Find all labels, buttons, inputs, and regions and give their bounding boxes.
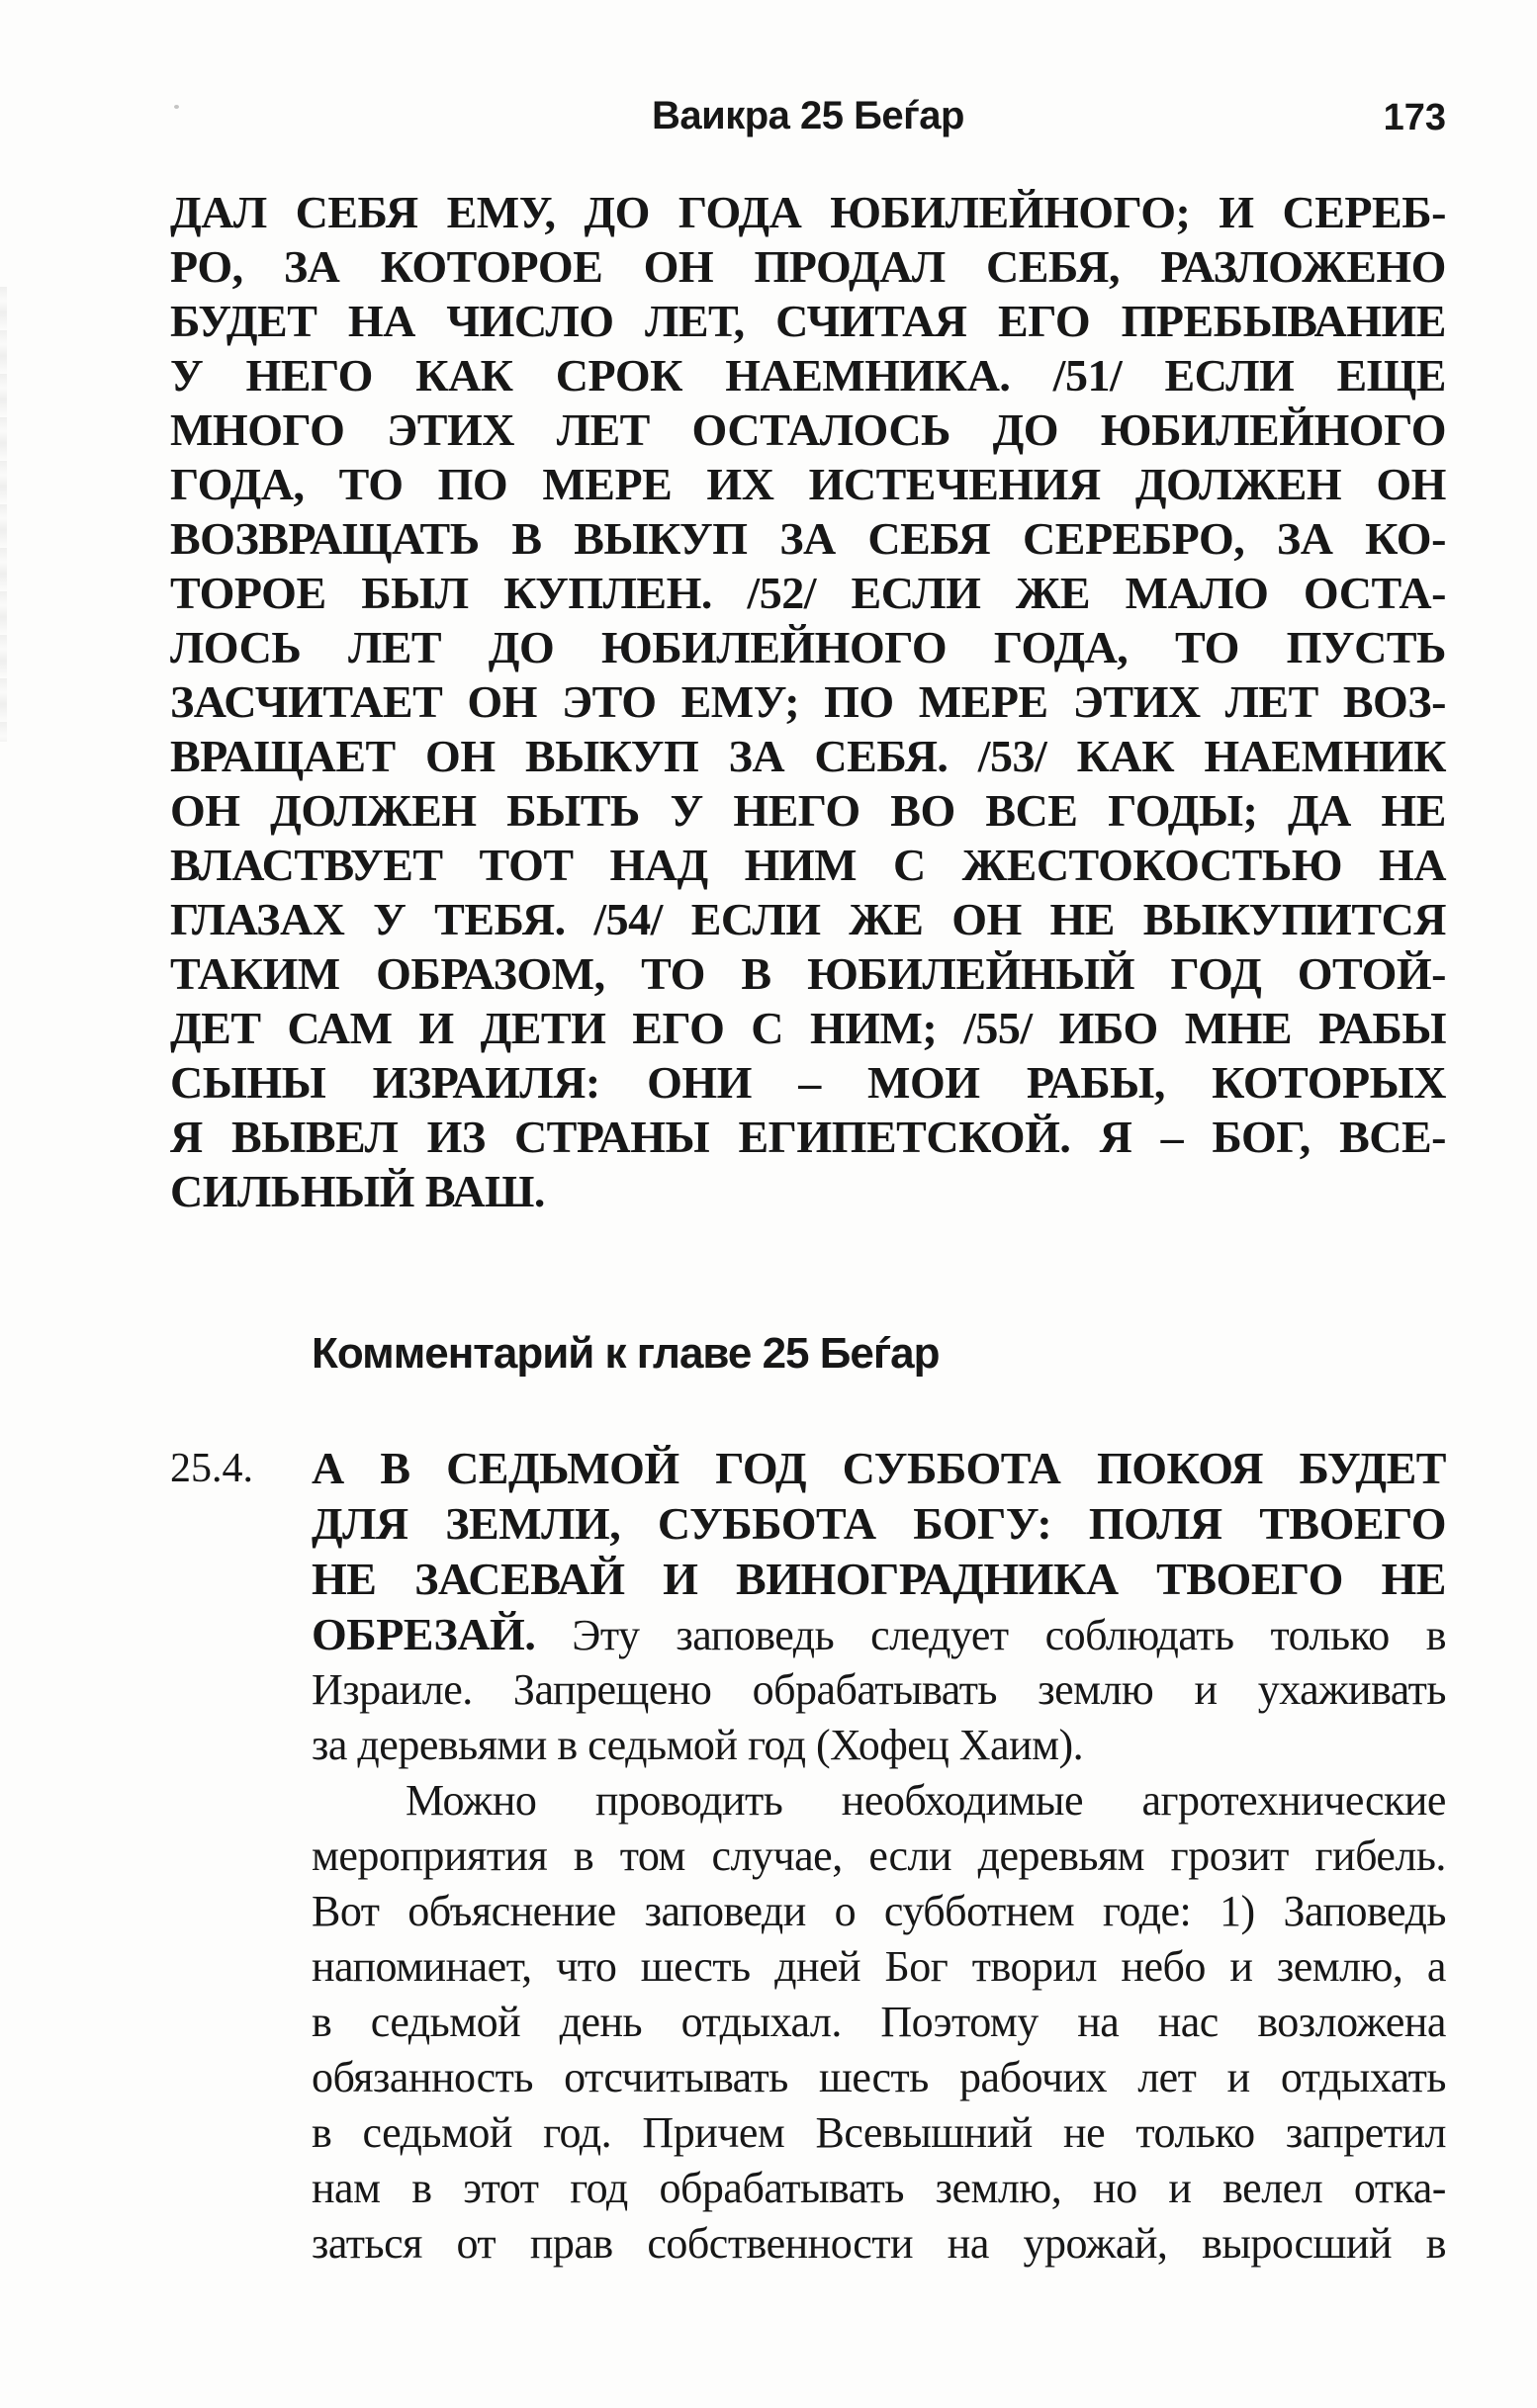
word: Бог: [884, 1942, 949, 1991]
word: /53/: [977, 731, 1047, 781]
word: объяснение: [407, 1887, 616, 1935]
word: ЖЕ: [849, 894, 924, 944]
word: если: [868, 1831, 952, 1880]
text-line: [170, 402, 1446, 457]
word: шесть: [640, 1942, 751, 1991]
word: СЕБЯ,: [985, 241, 1120, 292]
word: СЫНЫ: [170, 1057, 326, 1108]
word: ЮБИЛЕЙНОГО: [1100, 404, 1446, 455]
word: год.: [543, 2108, 612, 2157]
text-line: [170, 294, 1446, 348]
word: ЛЕТ,: [645, 296, 745, 346]
word: КАК: [1076, 731, 1175, 781]
word: небо: [1121, 1942, 1206, 1991]
word: ОН: [643, 241, 714, 292]
word: в: [312, 2108, 332, 2157]
word: ИСТЕЧЕНИЯ: [808, 459, 1101, 509]
word: отдыхал.: [680, 1998, 842, 2046]
word: седьмой: [362, 2108, 512, 2157]
word: МАЛО: [1125, 568, 1269, 618]
word: а: [1426, 1942, 1446, 1991]
word: ТЕБЯ.: [434, 894, 566, 944]
word: ЕЩЕ: [1336, 350, 1446, 401]
word: У: [373, 894, 407, 944]
text-line: [170, 1110, 1446, 1164]
word: ДЛЯ: [312, 1498, 408, 1549]
word: БЫТЬ: [506, 785, 640, 836]
word: ЮБИЛЕЙНЫЙ: [807, 948, 1135, 999]
text-line: [312, 1995, 1446, 2050]
word: ГОДА: [678, 187, 802, 237]
word: ВО: [890, 785, 955, 836]
word: Поэтому: [880, 1998, 1039, 2046]
word: землю: [1038, 1665, 1154, 1714]
word: /54/: [593, 894, 663, 944]
word: ГОДЫ;: [1108, 785, 1258, 836]
word: СУББОТА: [657, 1498, 876, 1549]
word: НЕГО: [245, 350, 373, 401]
text-segment: за деревьями в седьмой год (Хофец Хаим).: [312, 1721, 1084, 1769]
word: ОСТА-: [1303, 568, 1446, 618]
word: Вот: [312, 1887, 380, 1935]
word: ЛЕТ: [1224, 676, 1318, 727]
word: ПО: [824, 676, 894, 727]
word: РАБЫ,: [1026, 1057, 1165, 1108]
word: творил: [971, 1942, 1097, 1991]
text-line: [170, 783, 1446, 838]
word: ЕМУ,: [446, 187, 556, 237]
word: /52/: [747, 568, 816, 618]
word: выросший: [1202, 2219, 1393, 2268]
chapter-title: Ваикра 25 Беѓар: [652, 94, 964, 137]
word: ВИНОГРАДНИКА: [736, 1554, 1119, 1604]
word: шесть: [819, 2053, 929, 2101]
word: ТО: [1175, 622, 1239, 672]
commentary-verse-label: 25.4.: [170, 1446, 253, 1491]
word: ДО: [488, 622, 555, 672]
word: КОТОРОЕ: [380, 241, 603, 292]
word: СРОК: [555, 350, 682, 401]
word: РО,: [170, 241, 243, 292]
word: РАБЫ: [1317, 1003, 1446, 1053]
word: НЕГО: [733, 785, 860, 836]
word: заповедь: [676, 1611, 835, 1659]
word: ЮБИЛЕЙНОГО: [600, 622, 948, 672]
word: БУДЕТ: [1299, 1443, 1446, 1493]
word: ЕСЛИ: [690, 894, 821, 944]
word: В: [511, 513, 542, 564]
word: САМ: [287, 1003, 393, 1053]
word: напоминает,: [312, 1942, 532, 1991]
word: ТО: [338, 459, 404, 509]
word: проводить: [594, 1776, 783, 1825]
word: НИМ: [744, 840, 858, 890]
word: ОБРАЗОМ,: [376, 948, 605, 999]
text-line: [312, 1718, 1446, 1773]
word: обрабатывать: [659, 2164, 904, 2212]
word: /51/: [1052, 350, 1123, 401]
word: ПРЕБЫВАНИЕ: [1121, 296, 1446, 346]
text-line: [312, 1496, 1446, 1552]
word: ПО: [437, 459, 508, 509]
word: ЕГИПЕТСКОЙ.: [738, 1112, 1071, 1162]
word: СЕБЯ: [867, 513, 991, 564]
word: ДОЛЖЕН: [270, 785, 477, 836]
word: КУПЛЕН.: [503, 568, 712, 618]
word: отка-: [1353, 2164, 1446, 2212]
word: А: [312, 1443, 344, 1493]
word: НА: [347, 296, 415, 346]
word: ЛОСЬ: [170, 622, 302, 672]
word: ВОЗ-: [1342, 676, 1446, 727]
text-line: [312, 2216, 1446, 2272]
word: ЗА: [779, 513, 836, 564]
word: ОБРЕЗАЙ.: [312, 1609, 536, 1659]
word: дней: [774, 1942, 861, 1991]
word: ЗАСЕВАЙ: [414, 1554, 625, 1604]
word: ЕГО: [632, 1003, 725, 1053]
word: Запрещено: [512, 1665, 712, 1714]
word: ТАКИМ: [170, 948, 340, 999]
word: рабочих: [959, 2053, 1107, 2101]
word: ГОД: [1170, 948, 1262, 999]
word: только: [1135, 2108, 1255, 2157]
word: ТО: [641, 948, 705, 999]
word: ЕМУ;: [680, 676, 800, 727]
word: субботнем: [883, 1887, 1075, 1935]
word: от: [456, 2219, 497, 2268]
word: ВСЕ-: [1339, 1112, 1446, 1162]
word: –: [1160, 1112, 1184, 1162]
word: И: [1219, 187, 1254, 237]
word: на: [947, 2219, 989, 2268]
word: 1): [1220, 1887, 1255, 1935]
word: НЕ: [1049, 894, 1115, 944]
text-line: [170, 729, 1446, 783]
word: ТВОЕГО: [1259, 1498, 1446, 1549]
word: случае,: [711, 1831, 843, 1880]
word: агротехнические: [1141, 1776, 1446, 1825]
word: ДА: [1287, 785, 1351, 836]
word: НЕ: [1381, 785, 1446, 836]
word: прав: [529, 2219, 613, 2268]
word: РАЗЛОЖЕНО: [1160, 241, 1446, 292]
word: Заповедь: [1283, 1887, 1446, 1935]
word: отсчитывать: [564, 2053, 788, 2101]
word: –: [798, 1057, 821, 1108]
word: запретил: [1285, 2108, 1446, 2157]
word: ИБО: [1058, 1003, 1158, 1053]
word: годе:: [1102, 1887, 1192, 1935]
word: лет: [1137, 2053, 1197, 2101]
text-line: [312, 1607, 1446, 1662]
word: нам: [312, 2164, 381, 2212]
word: землю,: [935, 2164, 1062, 2212]
word: ЗЕМЛИ,: [445, 1498, 621, 1549]
word: ЗА: [728, 731, 785, 781]
text-line: [312, 2105, 1446, 2161]
commentary-text-block: [312, 1441, 1446, 2272]
word: ОСТАЛОСЬ: [691, 404, 950, 455]
word: ОНИ: [647, 1057, 752, 1108]
word: ДО: [992, 404, 1059, 455]
word: заповеди: [644, 1887, 806, 1935]
word: НЕ: [1381, 1554, 1446, 1604]
text-line: [170, 1001, 1446, 1055]
word: ЛЕТ: [556, 404, 650, 455]
word: ОТОЙ-: [1297, 948, 1446, 999]
word: ухаживать: [1257, 1665, 1446, 1714]
word: ВЛАСТВУЕТ: [170, 840, 443, 890]
word: СЕБЯ.: [814, 731, 949, 781]
word: не: [1063, 2108, 1106, 2157]
word: И: [663, 1554, 698, 1604]
word: седьмой: [370, 1998, 521, 2046]
word: ГОДА,: [993, 622, 1129, 672]
text-line: [312, 1884, 1446, 1939]
word: год: [570, 2164, 628, 2212]
text-line: [312, 1828, 1446, 1884]
word: МНОГО: [170, 404, 345, 455]
word: Эту: [572, 1611, 640, 1659]
word: КОТОРЫХ: [1212, 1057, 1446, 1108]
word: ТОРОЕ: [170, 568, 326, 618]
text-line: [312, 1441, 1446, 1496]
text-line: [170, 457, 1446, 511]
word: возложена: [1257, 1998, 1446, 2046]
word: ОН: [425, 731, 496, 781]
word: ВЫКУПИТСЯ: [1142, 894, 1446, 944]
word: У: [670, 785, 703, 836]
word: НАЕМНИК: [1204, 731, 1446, 781]
word: СЕДЬМОЙ: [446, 1443, 679, 1493]
word: ПУСТЬ: [1286, 622, 1446, 672]
text-line: [312, 2161, 1446, 2216]
word: СЕРЕБ-: [1282, 187, 1446, 237]
word: ЭТИХ: [387, 404, 514, 455]
word: ЕГО: [998, 296, 1091, 346]
word: С: [893, 840, 926, 890]
word: и: [1194, 1665, 1218, 1714]
word: следует: [870, 1611, 1009, 1659]
word: ГЛАЗАХ: [170, 894, 345, 944]
word: ЗАСЧИТАЕТ: [170, 676, 443, 727]
word: ВЫВЕЛ: [230, 1112, 399, 1162]
word: в: [312, 1998, 332, 2046]
text-line: [312, 1939, 1446, 1995]
word: деревьям: [977, 1831, 1145, 1880]
word: том: [619, 1831, 685, 1880]
word: ВЫКУП: [574, 513, 748, 564]
word: обязанность: [312, 2053, 533, 2101]
word: СЕБЯ: [295, 187, 418, 237]
word: ИХ: [706, 459, 774, 509]
word: ОН: [467, 676, 537, 727]
word: день: [559, 1998, 643, 2046]
word: ОН: [1376, 459, 1446, 509]
word: БУДЕТ: [170, 296, 317, 346]
word: в: [573, 1831, 594, 1880]
text-line: [312, 1773, 1446, 1828]
word: ДОЛЖЕН: [1134, 459, 1342, 509]
word: СТРАНЫ: [513, 1112, 710, 1162]
word: в: [1425, 1611, 1446, 1659]
word: о: [834, 1887, 857, 1935]
word: гибель.: [1314, 1831, 1446, 1880]
word: ТВОЕГО: [1156, 1554, 1343, 1604]
word: заться: [312, 2219, 422, 2268]
word: ДЕТИ: [480, 1003, 606, 1053]
word: ЖЕСТОКОСТЬЮ: [961, 840, 1343, 890]
word: только: [1270, 1611, 1390, 1659]
word: БОГУ:: [913, 1498, 1052, 1549]
word: ВРАЩАЕТ: [170, 731, 396, 781]
text-line: [170, 946, 1446, 1001]
word: но: [1093, 2164, 1137, 2212]
word: Я: [1099, 1112, 1132, 1162]
word: велел: [1222, 2164, 1323, 2212]
word: в: [1425, 2219, 1446, 2268]
word: С: [751, 1003, 784, 1053]
word: этот: [463, 2164, 539, 2212]
word: ГОД: [715, 1443, 807, 1493]
word: НАЕМНИКА.: [725, 350, 1011, 401]
word: ИЗ: [426, 1112, 486, 1162]
word: ЕСЛИ: [1164, 350, 1295, 401]
word: БЫЛ: [361, 568, 469, 618]
text-line: [170, 1055, 1446, 1110]
word: НЕ: [312, 1554, 377, 1604]
text-line: [170, 348, 1446, 402]
word: Израиле.: [312, 1665, 473, 1714]
word: ОН: [170, 785, 240, 836]
word: и: [1226, 2053, 1250, 2101]
text-segment: СИЛЬНЫЙ ВАШ.: [170, 1166, 545, 1216]
scan-artifact: [0, 287, 7, 742]
word: ЮБИЛЕЙНОГО;: [830, 187, 1191, 237]
text-line: [170, 892, 1446, 946]
word: в: [411, 2164, 432, 2212]
text-line: [312, 1552, 1446, 1607]
word: ГОДА,: [170, 459, 305, 509]
word: ДАЛ: [170, 187, 267, 237]
running-header: [170, 95, 1446, 138]
word: В: [741, 948, 771, 999]
word: Всевышний: [815, 2108, 1033, 2157]
word: /55/: [963, 1003, 1033, 1053]
word: землю,: [1276, 1942, 1403, 1991]
word: И: [418, 1003, 454, 1053]
word: и: [1168, 2164, 1192, 2212]
word: ЭТИХ: [1072, 676, 1201, 727]
word: МЕРЕ: [542, 459, 673, 509]
text-line: [170, 674, 1446, 729]
word: мероприятия: [312, 1831, 548, 1880]
word: ВОЗВРАЩАТЬ: [170, 513, 480, 564]
word: Я: [170, 1112, 203, 1162]
word: КО-: [1365, 513, 1446, 564]
word: ПОКОЯ: [1096, 1443, 1263, 1493]
word: ЖЕ: [1015, 568, 1091, 618]
text-line: [170, 620, 1446, 674]
word: грозит: [1170, 1831, 1289, 1880]
word: ТОТ: [479, 840, 574, 890]
word: КАК: [415, 350, 513, 401]
word: ИЗРАИЛЯ:: [372, 1057, 600, 1108]
word: урожай,: [1023, 2219, 1168, 2268]
text-line: [312, 1662, 1446, 1718]
word: ПРОДАЛ: [754, 241, 946, 292]
word: и: [1229, 1942, 1253, 1991]
word: ДО: [584, 187, 650, 237]
word: БОГ,: [1212, 1112, 1311, 1162]
commentary-heading: Комментарий к главе 25 Беѓар: [312, 1329, 940, 1378]
text-line: [170, 1164, 1446, 1218]
word: соблюдать: [1044, 1611, 1234, 1659]
word: У: [170, 350, 204, 401]
word: МОИ: [867, 1057, 980, 1108]
word: Причем: [642, 2108, 785, 2157]
text-line: [170, 185, 1446, 239]
word: СЕРЕБРО,: [1023, 513, 1245, 564]
text-line: [170, 566, 1446, 620]
word: Можно: [406, 1776, 537, 1825]
word: ЛЕТ: [347, 622, 442, 672]
word: ВСЕ: [985, 785, 1078, 836]
verse-text-block: [170, 185, 1446, 1218]
page-number: 173: [1383, 97, 1446, 138]
word: отдыхать: [1280, 2053, 1446, 2101]
text-line: [170, 511, 1446, 566]
word: НА: [1378, 840, 1446, 890]
word: МНЕ: [1184, 1003, 1293, 1053]
word: что: [556, 1942, 617, 1991]
word: МЕРЕ: [918, 676, 1048, 727]
word: собственности: [647, 2219, 914, 2268]
word: на: [1077, 1998, 1120, 2046]
text-line: [312, 2050, 1446, 2105]
word: НАД: [609, 840, 708, 890]
word: ОН: [951, 894, 1022, 944]
word: СУББОТА: [842, 1443, 1061, 1493]
text-line: [170, 838, 1446, 892]
word: ЕСЛИ: [851, 568, 981, 618]
word: В: [380, 1443, 410, 1493]
word: нас: [1157, 1998, 1219, 2046]
word: обрабатывать: [752, 1665, 997, 1714]
word: ЗА: [283, 241, 340, 292]
word: ЗА: [1276, 513, 1333, 564]
word: НИМ;: [809, 1003, 938, 1053]
word: ЭТО: [561, 676, 657, 727]
word: СЧИТАЯ: [775, 296, 967, 346]
word: ВЫКУП: [524, 731, 699, 781]
word: необходимые: [841, 1776, 1083, 1825]
text-line: [170, 239, 1446, 294]
word: ДЕТ: [170, 1003, 261, 1053]
word: ЧИСЛО: [446, 296, 614, 346]
word: ПОЛЯ: [1088, 1498, 1222, 1549]
